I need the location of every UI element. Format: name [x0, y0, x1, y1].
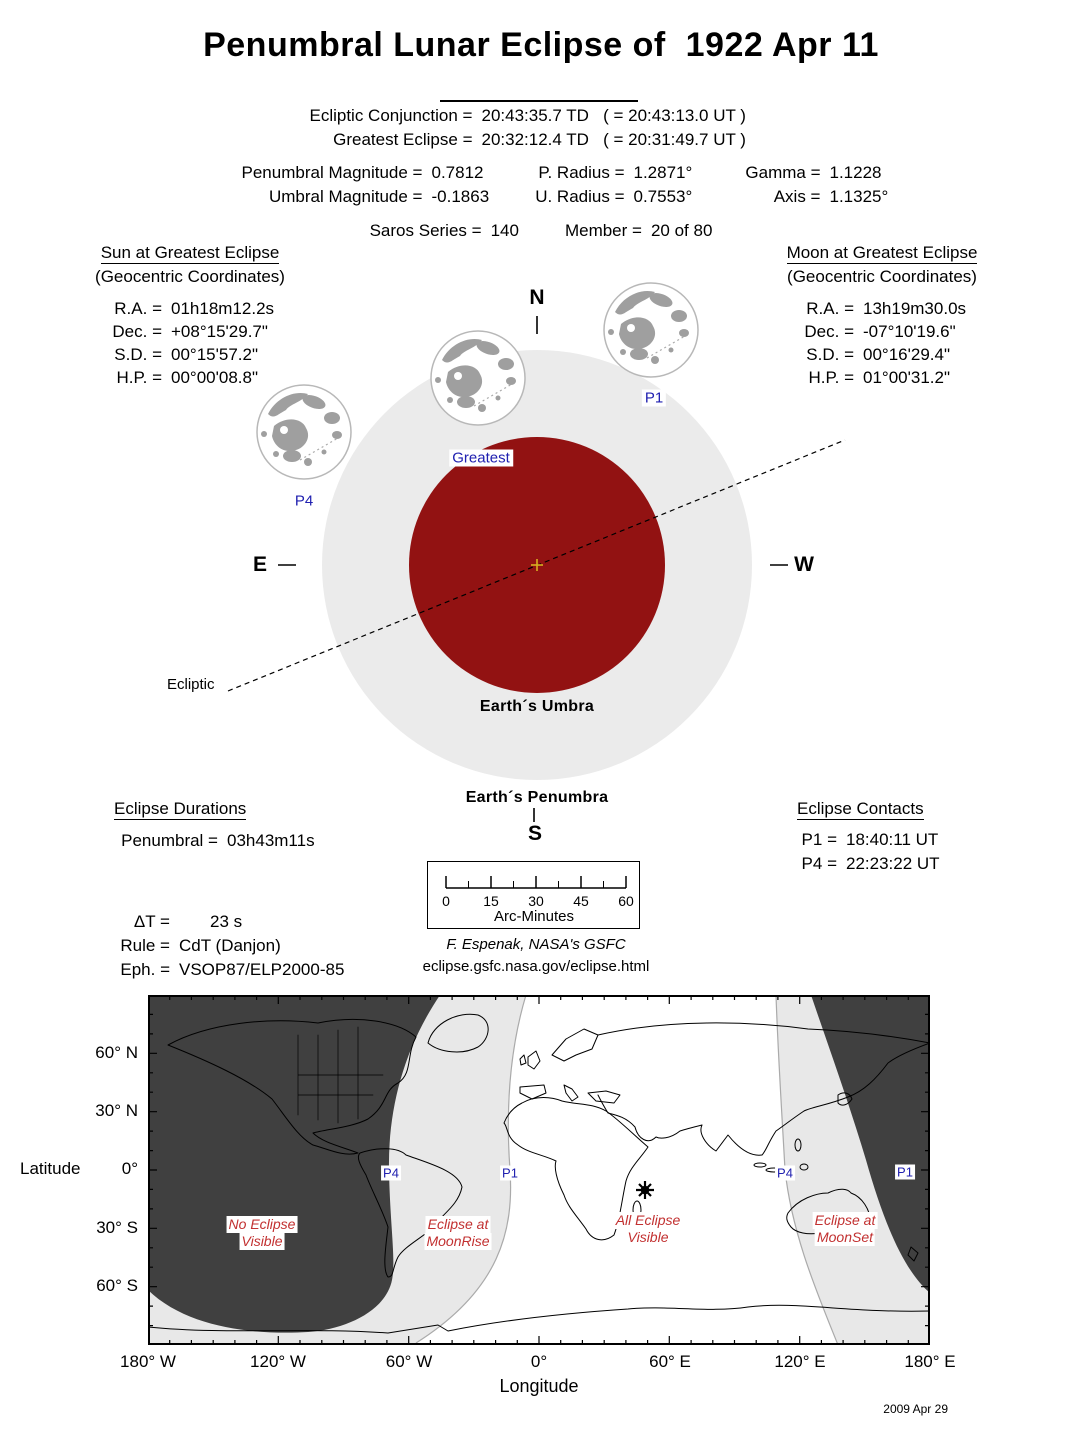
umbral-magnitude: Umbral Magnitude = -0.1863: [268, 187, 490, 206]
west-label: W: [794, 553, 814, 576]
scale-tick-15: 15: [483, 893, 499, 909]
scale-bar-ruler: [428, 862, 639, 896]
xtick-180e: 180° E: [904, 1352, 956, 1371]
sun-block-title: Sun at Greatest Eclipse: [100, 243, 280, 262]
moon-block-subtitle: (Geocentric Coordinates): [787, 267, 977, 286]
delta-t-row: ΔT = 23 s: [133, 912, 243, 931]
p4-contact-row: P4 = 22:23:22 UT: [801, 854, 940, 873]
ytick-30n: 30° N: [95, 1101, 138, 1120]
ecliptic-conjunction-row: [0, 104, 1082, 128]
xtick-60e: 60° E: [649, 1352, 691, 1371]
scale-tick-45: 45: [573, 893, 589, 909]
p-radius: P. Radius = 1.2871°: [538, 163, 693, 182]
map-label-all-visible: All Eclipse Visible: [615, 1212, 681, 1245]
sun-block-title-wrap: [40, 241, 340, 265]
conjunction-block: [0, 104, 1082, 152]
map-p4-west-label: P4: [383, 1165, 399, 1181]
durations-block: [110, 797, 315, 853]
greatest-position-label: Greatest: [449, 450, 513, 467]
map-p4-east-label: P4: [777, 1165, 793, 1181]
contacts-block: [795, 797, 940, 876]
p4-position-label: P4: [292, 493, 316, 510]
penumbral-duration-row: Penumbral = 03h43m11s: [121, 831, 315, 850]
author-credit: F. Espenak, NASA's GSFC: [446, 936, 626, 953]
moon-at-p1: [604, 283, 698, 377]
sun-sd-row: S.D. = 00°15'57.2": [114, 345, 258, 364]
umbra-label: Earth´s Umbra: [479, 698, 595, 715]
p1-position-label: P1: [642, 390, 666, 407]
moon-dec-row: Dec. = -07°10'19.6": [804, 322, 956, 341]
ytick-60n: 60° N: [95, 1043, 138, 1062]
gamma: Gamma = 1.1228: [745, 163, 882, 182]
xtick-120w: 120° W: [250, 1352, 306, 1371]
sun-hp-row: H.P. = 00°00'08.8": [116, 368, 258, 387]
map-label-moonset: Eclipse at MoonSet: [814, 1212, 876, 1245]
p1-contact-row: P1 = 18:40:11 UT: [801, 830, 939, 849]
rule-row: Rule = CdT (Danjon): [120, 936, 281, 955]
stats-row-2: [0, 185, 1082, 209]
moon-ra-row: R.A. = 13h19m30.0s: [806, 299, 967, 318]
title-underline: [440, 100, 638, 102]
map-xlabel: Longitude: [499, 1376, 579, 1396]
ytick-0: 0°: [121, 1159, 138, 1178]
moon-sd-row: S.D. = 00°16'29.4": [806, 345, 950, 364]
stats-block: [0, 161, 1082, 209]
map-p1-east-label: P1: [897, 1164, 913, 1180]
saros-block: [0, 219, 1082, 243]
scale-bar-box: [427, 861, 640, 929]
moon-block-title-wrap: [732, 241, 1032, 265]
greatest-eclipse-value: 20:32:12.4 TD ( = 20:31:49.7 UT ): [481, 130, 746, 149]
scale-tick-60: 60: [618, 893, 634, 909]
east-label: E: [252, 553, 268, 576]
map-label-no-eclipse: No Eclipse Visible: [228, 1216, 296, 1249]
xtick-0: 0°: [530, 1352, 548, 1371]
ecliptic-conjunction-label: Ecliptic Conjunction =: [309, 106, 473, 125]
xtick-180w: 180° W: [120, 1352, 176, 1371]
scale-tick-30: 30: [528, 893, 544, 909]
penumbra-label: Earth´s Penumbra: [465, 789, 609, 806]
ytick-60s: 60° S: [96, 1276, 138, 1295]
moon-block-title: Moon at Greatest Eclipse: [786, 243, 978, 262]
moon-hp-row: H.P. = 01°00'31.2": [808, 368, 950, 387]
moon-at-p4: [257, 385, 351, 479]
sun-ra-row: R.A. = 01h18m12.2s: [114, 299, 275, 318]
north-label: N: [529, 286, 545, 309]
stats-row-1: [0, 161, 1082, 185]
moon-at-greatest: [431, 331, 525, 425]
ephemeris-row: Eph. = VSOP87/ELP2000-85: [120, 960, 345, 979]
credit-url: eclipse.gsfc.nasa.gov/eclipse.html: [422, 958, 650, 975]
eclipse-geometry-diagram: [220, 270, 860, 830]
ecliptic-conjunction-value: 20:43:35.7 TD ( = 20:43:13.0 UT ): [481, 106, 746, 125]
footer-date: 2009 Apr 29: [883, 1402, 948, 1416]
u-radius: U. Radius = 0.7553°: [535, 187, 693, 206]
ecliptic-label: Ecliptic: [167, 676, 215, 693]
xtick-60w: 60° W: [385, 1352, 433, 1371]
sun-dec-row: Dec. = +08°15'29.7": [112, 322, 268, 341]
xtick-120e: 120° E: [774, 1352, 826, 1371]
greatest-eclipse-row: [0, 128, 1082, 152]
page-title: Penumbral Lunar Eclipse of 1922 Apr 11: [203, 26, 879, 64]
scale-tick-0: 0: [442, 893, 450, 909]
contacts-title: Eclipse Contacts: [797, 799, 924, 818]
axis: Axis = 1.1325°: [773, 187, 889, 206]
map-ylabel: Latitude: [20, 1159, 81, 1178]
visibility-map: [148, 995, 930, 1345]
south-label: S: [527, 822, 543, 845]
map-p1-west-label: P1: [502, 1165, 518, 1181]
penumbral-magnitude: Penumbral Magnitude = 0.7812: [241, 163, 484, 182]
scale-bar-label: Arc-Minutes: [493, 908, 575, 925]
durations-title: Eclipse Durations: [114, 799, 247, 818]
saros-member: Member = 20 of 80: [564, 221, 713, 240]
saros-series: Saros Series = 140: [369, 221, 519, 240]
map-label-moonrise: Eclipse at MoonRise: [426, 1216, 490, 1249]
ytick-30s: 30° S: [96, 1218, 138, 1237]
greatest-eclipse-label: Greatest Eclipse =: [333, 130, 473, 149]
sun-block-subtitle: (Geocentric Coordinates): [95, 267, 285, 286]
ephemeris-params-block: [98, 912, 344, 984]
